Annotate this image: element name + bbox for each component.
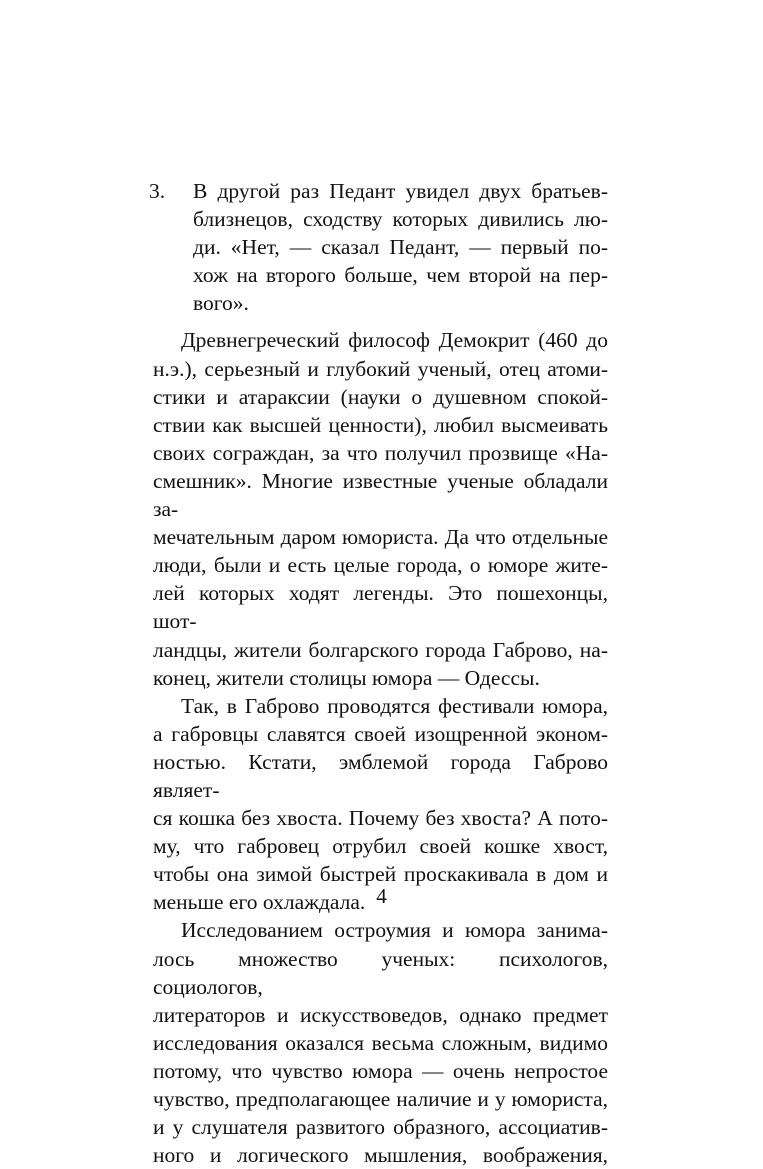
text-line: хож на второго больше, чем второй на пер- [193,263,608,288]
text-line: меньше его охлаждала. [153,890,366,915]
text-line: литераторов и искусствоведов, однако предмет [153,1002,608,1027]
text-line: чувство, предполагающее наличие и у юмориста, [153,1087,608,1111]
text-line: своих сограждан, за что получил прозвище «На- [153,440,608,465]
list-item-text [193,177,608,317]
text-line: ного и логического мышления, воображения, [153,1143,608,1168]
text-line: и у слушателя развитого образного, ассоциатив- [153,1115,608,1140]
paragraph-gabrovo [153,692,608,917]
text-line: ствии как высшей ценности), любил высмеивать [153,412,608,437]
list-item-number: 3. [149,179,166,203]
text-line: исследования оказался весьма сложным, видимо [153,1030,608,1055]
text-line: чтобы она зимой быстрей проскакивала в дом и [153,862,608,887]
text-line: Так, в Габрово проводятся фестивали юмора, [181,693,608,718]
text-line: ностью. Кстати, эмблемой города Габрово являет- [153,749,608,802]
text-line: му, что габровец отрубил своей кошке хвост, [153,834,608,859]
text-line: лось множество ученых: психологов, социологов, [153,946,608,999]
text-line: мечательным даром юмориста. Да что отдельные [153,525,608,550]
paragraph-research [153,916,608,1169]
text-line: В другой раз Педант увидел двух братьев- [193,179,608,203]
text-line: люди, были и есть целые города, о юморе жите- [153,553,608,578]
text-line: а габровцы славятся своей изощренной эконом- [153,721,608,746]
text-line: Исследованием остроумия и юмора занима- [181,918,608,943]
text-line: стики и атараксии (науки о душевном спокой- [153,384,608,409]
text-line: потому, что чувство юмора — очень непростое [153,1058,608,1083]
paragraph-democritus [153,326,608,691]
text-line: лей которых ходят легенды. Это пошехонцы, шот- [153,581,608,634]
text-line: близнецов, сходству которых дивились лю- [193,207,608,232]
text-line: вого». [193,291,249,316]
text-line: смешник». Многие известные ученые обладали за- [153,468,608,522]
text-line: ди. «Нет, — сказал Педант, — первый по- [193,235,608,260]
numbered-list-item [149,177,608,317]
page-number: 4 [376,884,387,908]
text-line: конец, жители столицы юмора — Одессы. [153,665,540,690]
text-line: Древнегреческий философ Демокрит (460 до [181,328,608,353]
text-block [149,177,608,1169]
text-line: ландцы, жители болгарского города Габрово, на- [153,637,608,662]
text-line: ся кошка без хвоста. Почему без хвоста? А пото- [153,806,608,831]
text-line: н.э.), серьезный и глубокий ученый, отец атоми- [153,356,608,381]
